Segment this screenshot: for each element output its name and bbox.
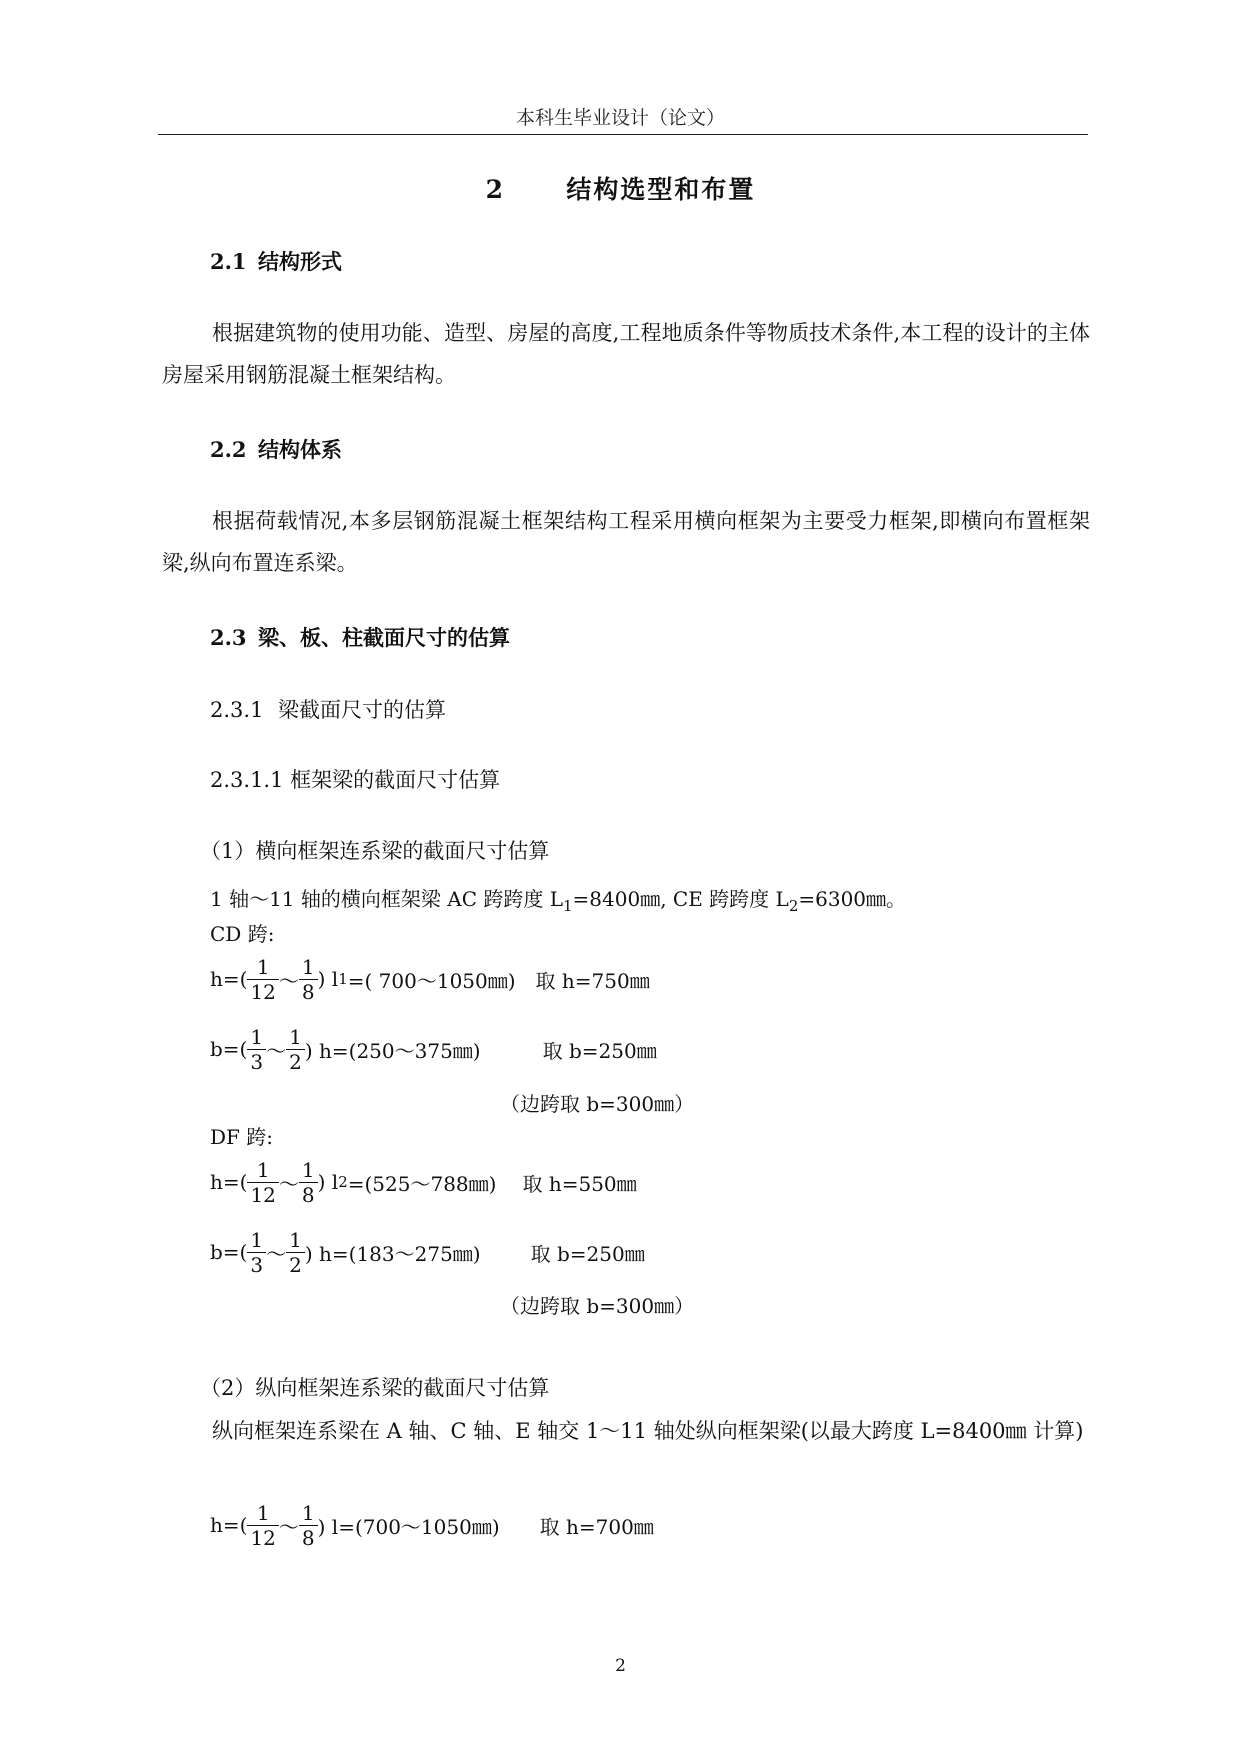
page-number: 2 [615,1656,626,1676]
numerator: 1 [299,1158,318,1183]
paragraph-text: 根据建筑物的使用功能、造型、房屋的高度,工程地质条件等物质技术条件,本工程的设计的主体房屋采用钢筋混凝土框架结构。 [162,321,1090,387]
section-2-1-paragraph [162,312,1090,396]
section-number: 2.2 [210,437,247,462]
numerator: 1 [286,1025,305,1050]
section-title: 梁截面尺寸的估算 [278,698,446,722]
section-title: 结构形式 [258,249,342,274]
subscript-1: 1 [563,897,573,915]
section-2-1-heading [210,246,342,276]
equation-df-b [210,1221,645,1283]
numerator: 1 [247,1025,266,1050]
equation-cd-b [210,1018,657,1080]
numerator: 1 [286,1228,305,1253]
eq-take: 取 b=250㎜ [530,1241,645,1266]
section-title: 梁、板、柱截面尺寸的估算 [258,625,510,650]
fraction [247,955,278,1004]
subscript: 2 [338,1173,348,1191]
tilde: ～ [266,1038,287,1063]
section-2-2-heading [210,434,342,464]
fraction [286,1025,305,1074]
denominator: 8 [301,1525,315,1550]
numerator: 1 [299,955,318,980]
eq-take: 取 h=700㎜ [539,1514,654,1539]
eq-close: ) l [317,1170,339,1194]
cd-span-label: CD 跨: [210,922,275,946]
tilde: ～ [278,968,299,993]
denominator: 3 [250,1252,264,1277]
fraction [247,1025,266,1074]
chapter-title-text: 结构选型和布置 [566,175,756,204]
section-number: 2.1 [210,249,247,274]
chapter-title [0,170,1241,206]
section-title: 结构体系 [258,437,342,462]
section-2-3-heading [210,622,510,652]
eq-prefix: h=( [210,967,248,991]
span-text-b: =8400㎜, CE 跨跨度 L [572,887,789,911]
numerator: 1 [247,955,278,980]
paragraph-text: 根据荷载情况,本多层钢筋混凝土框架结构工程采用横向框架为主要受力框架,即横向布置框架梁,纵向布置连系梁。 [162,509,1090,575]
section-number: 2.3 [210,625,247,650]
eq-range: =(525～788㎜) [347,1171,497,1196]
eq-close: ) h=(250～375㎜) [304,1038,481,1063]
section-number: 2.3.1 [210,698,264,722]
section-2-3-1-1-heading: 2.3.1.1 框架梁的截面尺寸估算 [210,768,501,792]
chapter-number: 2 [485,175,505,204]
span-text-c: =6300㎜。 [798,887,907,911]
subscript-2: 2 [788,897,799,915]
subscript: 1 [338,970,348,988]
edge-span-note-2: （边跨取 b=300㎜） [500,1294,695,1318]
eq-close: ) l=(700～1050㎜) [317,1514,500,1539]
eq-range: =( 700～1050㎜) [347,968,516,993]
eq-prefix: h=( [210,1170,248,1194]
span-lengths-line [210,883,906,915]
edge-span-note-1: （边跨取 b=300㎜） [500,1092,695,1116]
denominator: 8 [301,979,315,1004]
denominator: 2 [289,1049,302,1074]
fraction [247,1501,278,1550]
tilde: ～ [266,1241,287,1266]
equation-cd-h [210,948,650,1010]
numerator: 1 [247,1158,278,1183]
item-2-title: （2）纵向框架连系梁的截面尺寸估算 [200,1376,550,1400]
denominator: 2 [289,1252,302,1277]
equation-df-h [210,1151,637,1213]
eq-close: ) l [317,967,339,991]
df-span-label: DF 跨: [210,1125,274,1149]
span-text-a: 1 轴～11 轴的横向框架梁 AC 跨跨度 L [210,887,563,911]
fraction [299,1501,318,1550]
eq-prefix: h=( [210,1513,248,1537]
eq-prefix: b=( [210,1240,248,1264]
tilde: ～ [278,1171,299,1196]
denominator: 8 [301,1182,315,1207]
fraction [247,1228,266,1277]
numerator: 1 [247,1228,266,1253]
item-1-title: （1）横向框架连系梁的截面尺寸估算 [200,839,550,863]
paragraph-text: 纵向框架连系梁在 A 轴、C 轴、E 轴交 1～11 轴处纵向框架梁(以最大跨度 L=8400㎜ 计算) [212,1419,1084,1443]
denominator: 12 [250,979,276,1004]
numerator: 1 [299,1501,318,1526]
fraction [299,1158,318,1207]
eq-take: 取 b=250㎜ [542,1038,657,1063]
item-2-paragraph [162,1410,1090,1452]
fraction [286,1228,305,1277]
equation-longitudinal-h [210,1494,654,1556]
denominator: 3 [250,1049,264,1074]
eq-take: 取 h=750㎜ [535,968,650,993]
fraction [299,955,318,1004]
eq-close: ) h=(183～275㎜) [304,1241,481,1266]
eq-prefix: b=( [210,1037,248,1061]
tilde: ～ [278,1514,299,1539]
denominator: 12 [250,1182,276,1207]
denominator: 12 [250,1525,276,1550]
header-rule [158,134,1088,135]
numerator: 1 [247,1501,278,1526]
section-2-2-paragraph [162,500,1090,584]
section-2-3-1-heading [210,694,446,724]
fraction [247,1158,278,1207]
page-header-title: 本科生毕业设计（论文） [515,107,725,129]
eq-take: 取 h=550㎜ [522,1171,637,1196]
